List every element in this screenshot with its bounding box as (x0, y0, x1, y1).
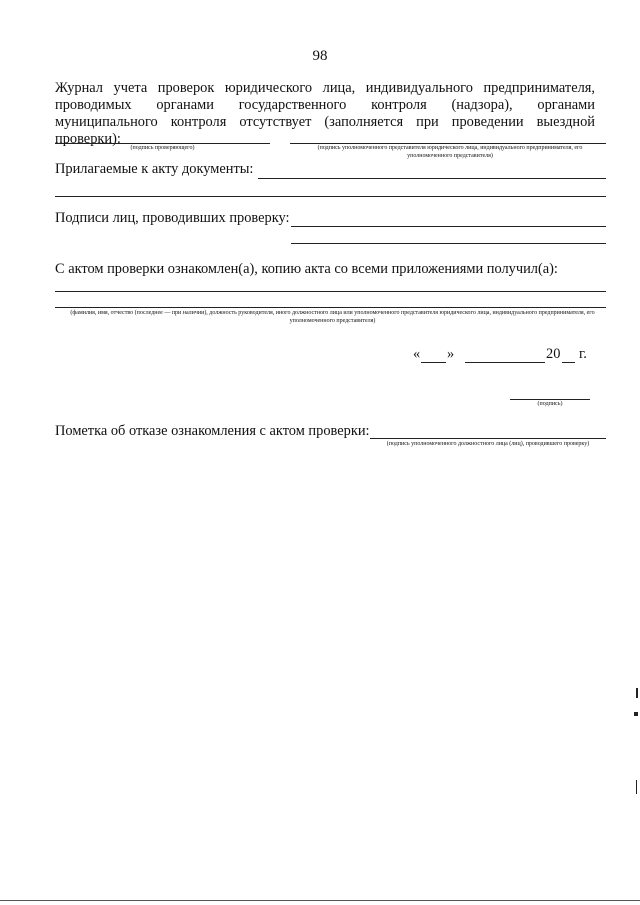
scan-artifact (634, 712, 638, 716)
date-open-quote: « (413, 346, 421, 362)
caption-representative-signature: (подпись уполномоченного представителя юридического лица, индивидуального предпринимателя, его уполномоченного представителя) (317, 145, 583, 159)
caption-signature: (подпись) (537, 401, 563, 407)
attached-docs-line-1 (258, 178, 606, 179)
refusal-label: Пометка об отказе ознакомления с актом проверки: (55, 423, 370, 439)
date-year-prefix: 20 (546, 346, 561, 362)
caption-inspector-signature: (подпись проверяющего) (130, 145, 195, 151)
attached-docs-line-2 (55, 196, 606, 197)
scan-artifact (636, 780, 637, 794)
representative-signature-line (290, 143, 606, 144)
acquainted-line-1 (55, 291, 606, 292)
acquainted-label: С актом проверки ознакомлен(а), копию акта со всеми приложениями получил(а): (55, 261, 558, 277)
inspectors-signature-line-2 (291, 243, 606, 244)
date-close-quote: » (447, 346, 455, 362)
scan-artifact (636, 688, 638, 698)
date-month-line (465, 362, 545, 363)
inspector-signature-line (55, 143, 270, 144)
date-year-line (562, 362, 575, 363)
attached-docs-label: Прилагаемые к акту документы: (55, 161, 254, 177)
caption-official-signature: (подпись уполномоченного должностного лица (лиц), проводившего проверку) (386, 441, 590, 447)
scan-edge (0, 900, 640, 901)
inspectors-signature-line-1 (291, 226, 606, 227)
date-year-suffix: г. (579, 346, 587, 362)
date-day-line (421, 362, 446, 363)
page-number: 98 (312, 48, 328, 64)
acquainted-line-2 (55, 307, 606, 308)
inspectors-signatures-label: Подписи лиц, проводивших проверку: (55, 210, 290, 226)
signature-line (510, 399, 590, 400)
journal-paragraph: Журнал учета проверок юридического лица, индивидуального предпринимателя, проводимых органами государственного контроля (надзора), органами муниципального контроля отсутствует (заполняется при проведении выездной проверки): (55, 80, 595, 147)
caption-person-details: (фамилия, имя, отчество (последнее — при наличии), должность руководителя, иного должностного лица или уполномоченного представителя юридического лица, индивидуального предпринимателя, его уполномоченного представителя) (70, 310, 595, 324)
refusal-line (370, 438, 606, 439)
